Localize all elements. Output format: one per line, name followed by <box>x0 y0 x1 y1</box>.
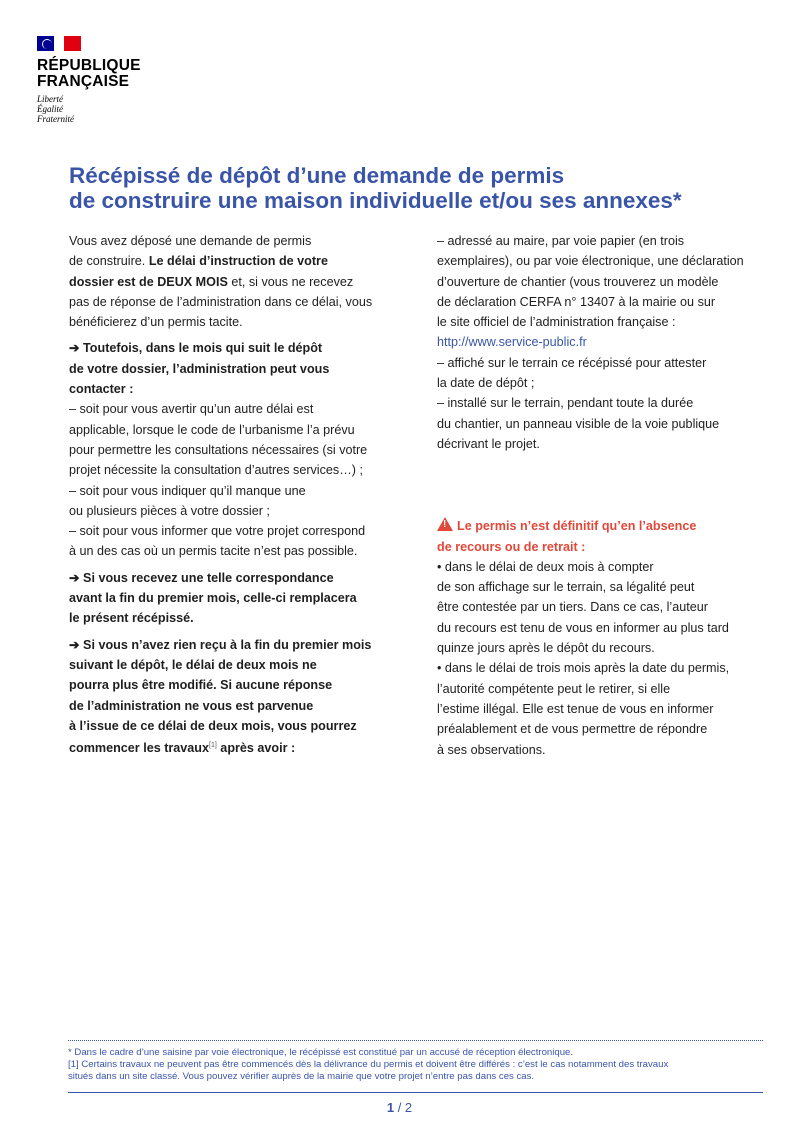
text-line: ➔ Toutefois, dans le mois qui suit le dépôt <box>69 341 323 356</box>
title-line: de construire une maison individuelle et/ou ses annexes* <box>69 188 682 213</box>
warning-heading: de recours ou de retrait : <box>437 539 586 554</box>
text-line: – affiché sur le terrain ce récépissé pour attester <box>437 355 707 370</box>
text-line: à un des cas où un permis tacite n’est pas possible. <box>69 544 358 559</box>
text-line: l’autorité compétente peut le retirer, si elle <box>437 681 671 696</box>
text-line: à l’issue de ce délai de deux mois, vous pourrez <box>69 718 357 733</box>
text-line: ➔ Si vous n’avez rien reçu à la fin du premier mois <box>69 637 372 652</box>
text-line: – soit pour vous indiquer qu’il manque une <box>69 483 306 498</box>
text-line: – adressé au maire, par voie papier (en trois <box>437 234 685 248</box>
footnotes <box>68 1047 763 1083</box>
text-line: avant la fin du premier mois, celle-ci remplacera <box>69 591 357 606</box>
title-line: Récépissé de dépôt d’une demande de permis <box>69 163 565 188</box>
text-line: applicable, lorsque le code de l’urbanisme l’a prévu <box>69 422 355 437</box>
text-line: du recours est tenu de vous en informer au plus tard <box>437 620 729 635</box>
text-line: la date de dépôt ; <box>437 376 535 391</box>
text-line: – soit pour vous avertir qu’un autre délai est <box>69 402 314 417</box>
text-line: ➔ Si vous recevez une telle correspondance <box>69 570 334 585</box>
motto-liberte: Liberté <box>37 94 63 104</box>
motto-fraternite: Fraternité <box>37 114 74 124</box>
logo-republique: RÉPUBLIQUE <box>37 57 141 74</box>
text-line: suivant le dépôt, le délai de deux mois ne <box>69 657 317 672</box>
text-line: être contestée par un tiers. Dans ce cas, l’auteur <box>437 600 708 615</box>
text-line: à ses observations. <box>437 742 546 757</box>
footer-divider <box>68 1092 763 1093</box>
text-line: • dans le délai de trois mois après la date du permis, <box>437 661 730 676</box>
text-line: ou plusieurs pièces à votre dossier ; <box>69 503 270 518</box>
page-number: 1 / 2 <box>386 1100 413 1115</box>
text-line: • dans le délai de deux mois à compter <box>437 559 654 574</box>
text-line: pourra plus être modifié. Si aucune réponse <box>69 678 333 693</box>
footnote: * Dans le cadre d’une saisine par voie électronique, le récépissé est constitué par un accusé de réception électronique. <box>68 1047 574 1058</box>
footnote-ref[interactable]: [1] <box>209 742 217 750</box>
text-line: du chantier, un panneau visible de la voie publique <box>437 416 720 431</box>
current-page: 1 <box>386 1100 395 1115</box>
text-line: le site officiel de l’administration française : <box>437 315 676 330</box>
text-line: de votre dossier, l’administration peut vous <box>69 361 330 376</box>
republique-francaise-logo <box>37 36 157 124</box>
text-line: de construire. Le délai d’instruction de votre <box>69 254 328 269</box>
right-column <box>437 231 767 760</box>
text-line: quinze jours après le dépôt du recours. <box>437 641 655 656</box>
text-line: commencer les travaux[1] après avoir : <box>69 741 296 756</box>
motto <box>37 94 157 124</box>
text-line: pour permettre les consultations nécessaires (si votre <box>69 442 368 457</box>
total-pages: 2 <box>404 1100 413 1115</box>
text-line: préalablement et de vous permettre de répondre <box>437 722 708 737</box>
text-line: de l’administration ne vous est parvenue <box>69 698 314 713</box>
french-flag-icon <box>37 36 81 51</box>
motto-egalite: Égalité <box>37 104 63 114</box>
text-line: Vous avez déposé une demande de permis <box>69 234 312 248</box>
footnote: [1] Certains travaux ne peuvent pas être commencés dès la délivrance du permis et doivent être différés : c’est le cas notamment des travaux <box>68 1059 669 1070</box>
left-column <box>69 231 409 758</box>
text-line: bénéficierez d’un permis tacite. <box>69 315 243 330</box>
text-line: – installé sur le terrain, pendant toute la durée <box>437 396 694 411</box>
text-line: – soit pour vous informer que votre projet correspond <box>69 524 366 539</box>
text-line: décrivant le projet. <box>437 436 540 451</box>
warning-icon <box>437 517 453 531</box>
footnote-separator <box>68 1040 763 1041</box>
text-line: dossier est de DEUX MOIS et, si vous ne recevez <box>69 274 354 289</box>
logo-francaise: FRANÇAISE <box>37 73 130 90</box>
text-line: de déclaration CERFA n° 13407 à la mairie ou sur <box>437 294 716 309</box>
text-line: projet nécessite la consultation d’autres services…) ; <box>69 463 363 478</box>
service-public-link[interactable]: http://www.service-public.fr <box>437 335 587 350</box>
warning-heading: !Le permis n’est définitif qu’en l’absence <box>437 516 767 536</box>
marianne-icon <box>42 39 52 49</box>
footnote: situés dans un site classé. Vous pouvez vérifier auprès de la mairie que votre projet n’entre pas dans ces cas. <box>68 1071 535 1082</box>
text-line: exemplaires), ou par voie électronique, une déclaration <box>437 254 744 269</box>
text-line: de son affichage sur le terrain, sa légalité peut <box>437 580 695 595</box>
text-line: d’ouverture de chantier (vous trouverez un modèle <box>437 274 719 289</box>
text-line: le présent récépissé. <box>69 611 194 626</box>
text-line: contacter : <box>69 382 134 397</box>
text-line: l’estime illégal. Elle est tenue de vous en informer <box>437 701 714 716</box>
document-title <box>69 163 769 213</box>
text-line: pas de réponse de l’administration dans ce délai, vous <box>69 294 373 309</box>
